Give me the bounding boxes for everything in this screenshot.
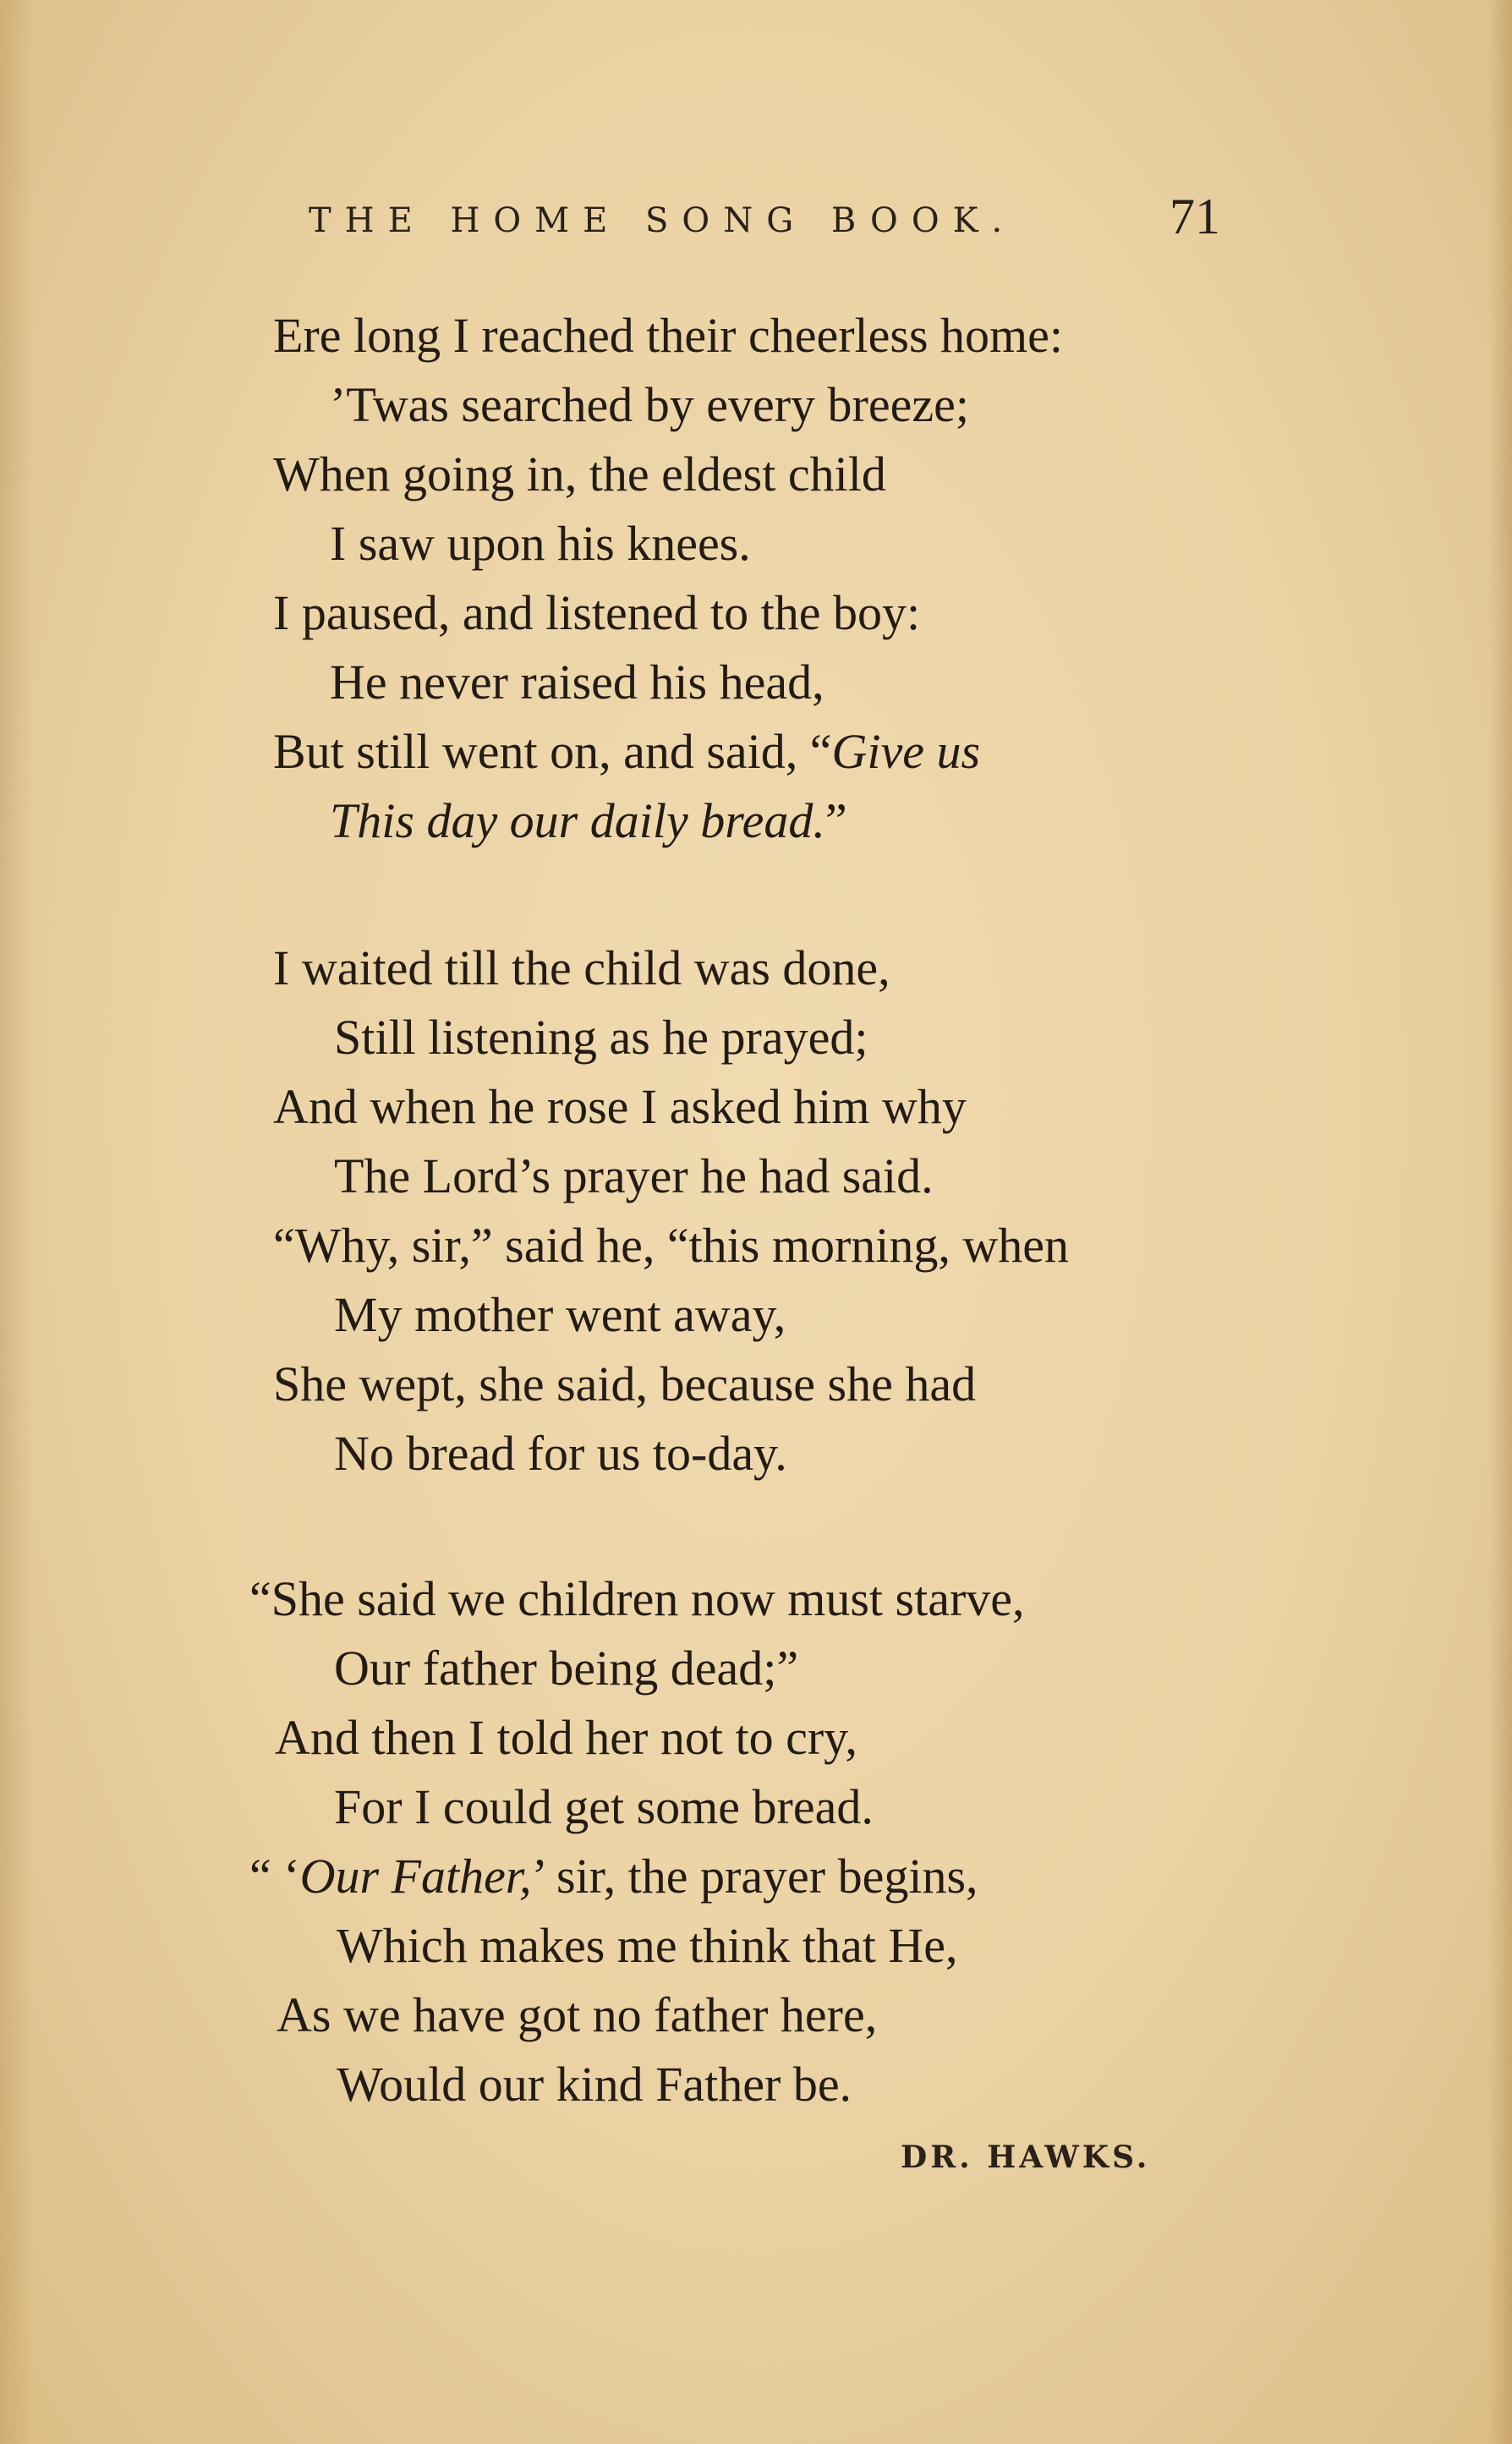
poem-line: And then I told her not to cry, [275, 1710, 857, 1765]
poem-line: I paused, and listened to the boy: [273, 585, 921, 640]
poem-line: I waited till the child was done, [273, 940, 890, 995]
running-title: THE HOME SONG BOOK. [309, 201, 1016, 240]
poem-line: When going in, the eldest child [273, 447, 886, 501]
poem-line: My mother went away, [334, 1287, 786, 1342]
poem-line: I saw upon his knees. [330, 516, 751, 571]
poem-line: Would our kind Father be. [337, 2057, 852, 2112]
poem-line: ’Twas searched by every breeze; [330, 377, 969, 432]
poem-line: For I could get some bread. [334, 1779, 874, 1834]
poem-line: No bread for us to-day. [334, 1426, 787, 1481]
page-shadow-right [1488, 0, 1512, 2444]
poem-line: And when he rose I asked him why [273, 1079, 967, 1134]
page-shadow-left [0, 0, 34, 2444]
poem-line: Our father being dead;” [334, 1641, 799, 1696]
poem-line: She wept, she said, because she had [273, 1356, 977, 1411]
page-number: 71 [1170, 189, 1220, 244]
poem-line: But still went on, and said, “Give us [273, 724, 981, 779]
poem-line: The Lord’s prayer he had said. [334, 1148, 934, 1203]
poem-line: He never raised his head, [330, 655, 824, 710]
poem-line: “ ‘Our Father,’ sir, the prayer begins, [249, 1849, 978, 1904]
author-attribution: DR. HAWKS. [901, 2140, 1151, 2175]
poem-line: This day our daily bread.” [330, 793, 847, 848]
poem-line: Which makes me think that He, [337, 1918, 958, 1973]
poem-line: Still listening as he prayed; [334, 1010, 868, 1065]
poem-line: “Why, sir,” said he, “this morning, when [273, 1218, 1070, 1273]
poem-line: Ere long I reached their cheerless home: [273, 308, 1064, 363]
poem-line: “She said we children now must starve, [249, 1571, 1025, 1626]
poem-line: As we have got no father here, [277, 1987, 878, 2042]
